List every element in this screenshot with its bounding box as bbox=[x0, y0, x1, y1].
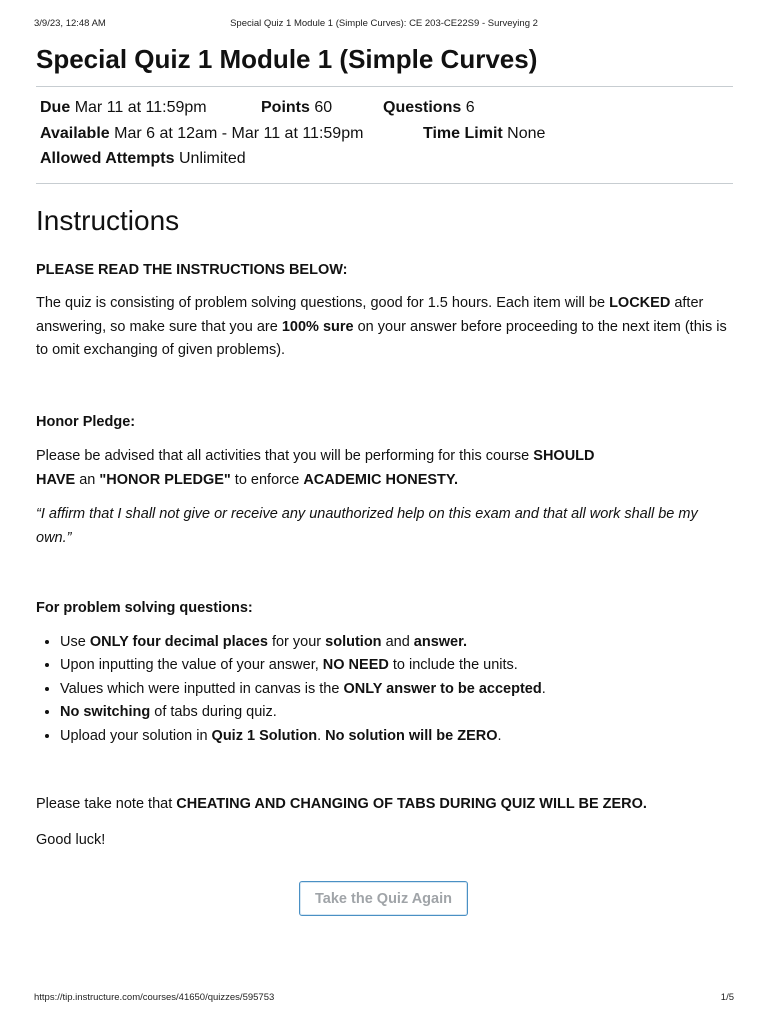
emphasis-text: LOCKED bbox=[609, 295, 671, 311]
emphasis-text: No solution will be ZERO bbox=[325, 727, 498, 744]
emphasis-text: ONLY four decimal places bbox=[89, 633, 268, 650]
read-instructions-heading: PLEASE READ THE INSTRUCTIONS BELOW: bbox=[36, 261, 348, 278]
emphasis-text: SHOULD bbox=[533, 448, 595, 464]
emphasis-text: 100% sure bbox=[281, 318, 354, 335]
text-run: on your answer before proceeding to the next item (this is to omit exchanging of given problems). bbox=[36, 318, 727, 358]
text-run: to enforce bbox=[230, 471, 304, 488]
text-run: of tabs during quiz. bbox=[150, 704, 277, 720]
questions-value: 6 bbox=[465, 99, 475, 116]
list-item bbox=[60, 678, 733, 702]
points-detail bbox=[261, 95, 383, 121]
closing-text: Good luck! bbox=[36, 831, 106, 848]
text-run: . bbox=[317, 727, 326, 744]
quiz-details bbox=[36, 87, 733, 183]
list-item bbox=[60, 654, 733, 678]
available-label: Available bbox=[40, 124, 110, 142]
text-run: Values which were inputted in canvas is the bbox=[60, 680, 344, 697]
text-run: Please be advised that all activities that you will be performing for this course bbox=[36, 448, 534, 464]
attempts-detail bbox=[40, 146, 246, 172]
time-limit-value: None bbox=[507, 124, 546, 142]
attempts-value: Unlimited bbox=[178, 150, 246, 167]
available-detail bbox=[40, 121, 423, 147]
text-run: Upload your solution in bbox=[60, 727, 212, 744]
questions-detail bbox=[383, 95, 475, 121]
emphasis-text: CHEATING AND CHANGING OF TABS DURING QUIZ WILL BE ZERO. bbox=[176, 796, 647, 812]
text-run: Please take note that bbox=[36, 796, 177, 812]
text-run: to include the units. bbox=[388, 657, 518, 673]
affirmation-quote: “I affirm that I shall not give or receive any unauthorized help on this exam and that all work shall be my own.” bbox=[36, 506, 698, 546]
points-label: Points bbox=[261, 99, 310, 116]
quiz-details-row bbox=[40, 146, 733, 172]
quiz-content bbox=[36, 40, 733, 852]
emphasis-text: ONLY answer to be accepted bbox=[343, 680, 542, 697]
time-limit-label: Time Limit bbox=[423, 124, 503, 142]
emphasis-text: HAVE bbox=[36, 471, 76, 488]
quiz-details-row bbox=[40, 121, 733, 147]
quiz-description-paragraph bbox=[36, 292, 733, 363]
print-document-title: Special Quiz 1 Module 1 (Simple Curves): CE 203-CE22S9 - Surveying 2 bbox=[230, 18, 538, 29]
honor-pledge-paragraph bbox=[36, 445, 733, 492]
text-run: Upon inputting the value of your answer, bbox=[60, 657, 323, 673]
text-run: . bbox=[541, 680, 546, 697]
emphasis-text: "HONOR PLEDGE" bbox=[99, 471, 231, 488]
emphasis-text: solution bbox=[325, 633, 382, 650]
print-footer bbox=[34, 992, 734, 1006]
text-run: . bbox=[497, 727, 502, 744]
time-limit-detail bbox=[423, 121, 545, 147]
cheating-note bbox=[36, 793, 733, 817]
problem-solving-rules bbox=[36, 631, 733, 749]
questions-label: Questions bbox=[383, 99, 462, 116]
take-quiz-again-button[interactable]: Take the Quiz Again bbox=[299, 881, 468, 916]
text-run: Use bbox=[60, 633, 90, 650]
due-label: Due bbox=[40, 99, 71, 116]
print-url: https://tip.instructure.com/courses/41650/quizzes/595753 bbox=[34, 992, 275, 1003]
page-title: Special Quiz 1 Module 1 (Simple Curves) bbox=[36, 44, 538, 74]
emphasis-text: No switching bbox=[60, 704, 151, 720]
list-item bbox=[60, 631, 733, 655]
due-value: Mar 11 at 11:59pm bbox=[74, 99, 207, 116]
list-item bbox=[60, 701, 733, 725]
print-page-number: 1/5 bbox=[720, 992, 734, 1003]
list-item bbox=[60, 725, 733, 749]
text-run: and bbox=[381, 633, 414, 650]
text-run: for your bbox=[267, 633, 326, 650]
problem-solving-heading: For problem solving questions: bbox=[36, 600, 253, 616]
retake-button-container bbox=[299, 881, 468, 916]
print-header bbox=[34, 18, 734, 32]
divider bbox=[36, 183, 733, 184]
emphasis-text: answer. bbox=[413, 633, 467, 650]
emphasis-text: Quiz 1 Solution bbox=[211, 727, 318, 744]
text-run: an bbox=[75, 471, 100, 488]
print-datetime: 3/9/23, 12:48 AM bbox=[34, 18, 106, 29]
text-run: The quiz is consisting of problem solving questions, good for 1.5 hours. Each item will be bbox=[36, 295, 610, 311]
available-value: Mar 6 at 12am - Mar 11 at 11:59pm bbox=[114, 124, 364, 142]
points-value: 60 bbox=[314, 99, 333, 116]
attempts-label: Allowed Attempts bbox=[40, 150, 175, 167]
honor-pledge-heading: Honor Pledge: bbox=[36, 413, 136, 430]
due-detail bbox=[40, 95, 261, 121]
emphasis-text: NO NEED bbox=[322, 657, 389, 673]
text-run: after answering, so make sure that you are bbox=[36, 295, 704, 335]
quiz-details-row bbox=[40, 95, 733, 121]
instructions-heading: Instructions bbox=[36, 204, 180, 236]
emphasis-text: ACADEMIC HONESTY. bbox=[303, 471, 459, 488]
